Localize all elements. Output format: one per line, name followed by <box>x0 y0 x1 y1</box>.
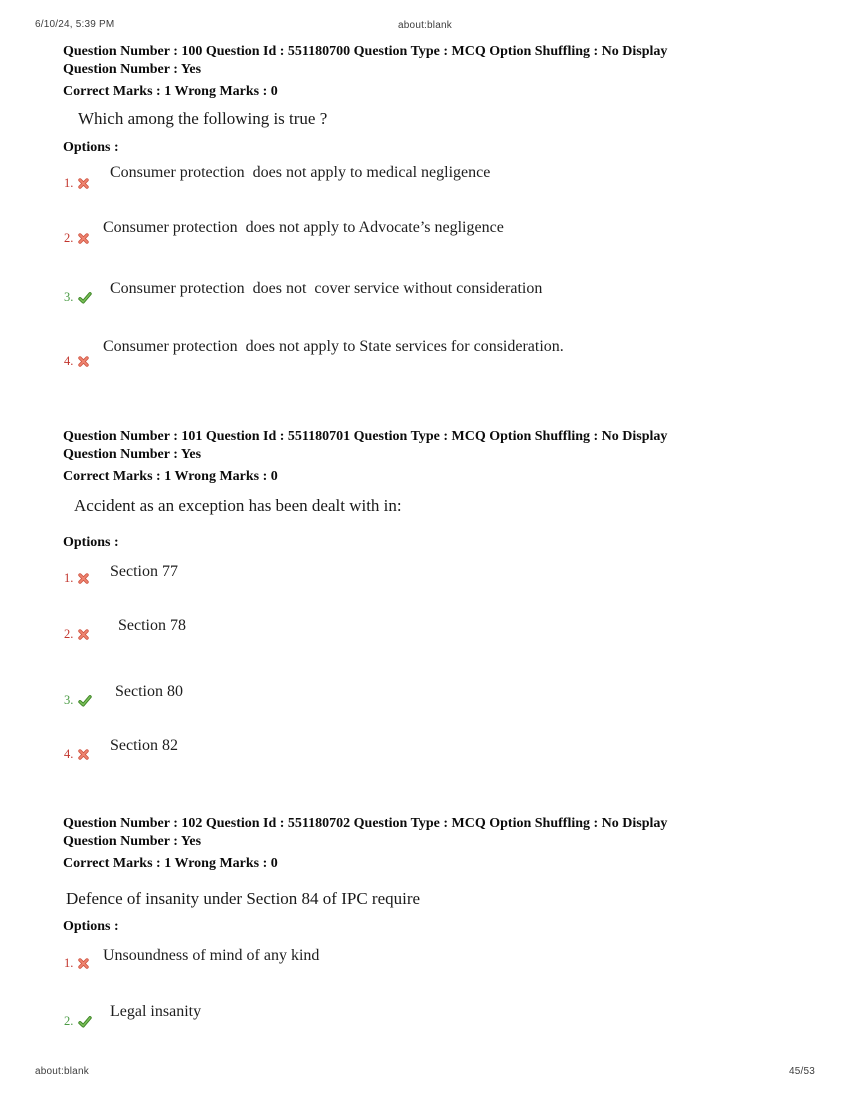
question-text: Which among the following is true ? <box>78 109 328 128</box>
option-marker <box>64 747 89 762</box>
option-number: 2. <box>64 627 74 641</box>
cross-icon <box>78 573 89 584</box>
question-meta-line1: Question Number : 101 Question Id : 551180701 Question Type : MCQ Option Shuffling : No Display <box>63 429 668 444</box>
check-icon <box>78 1016 92 1028</box>
question-meta-line1: Question Number : 100 Question Id : 551180700 Question Type : MCQ Option Shuffling : No Display <box>63 44 668 59</box>
option-number: 2. <box>64 231 74 245</box>
option-text: Consumer protection does not apply to State services for consideration. <box>103 338 564 355</box>
option-marker <box>64 693 92 708</box>
option-marker <box>64 176 89 191</box>
cross-icon <box>78 629 89 640</box>
option-marker <box>64 290 92 305</box>
cross-icon <box>78 356 89 367</box>
option-text: Section 77 <box>110 563 178 580</box>
question-meta-line2: Question Number : Yes <box>63 447 202 462</box>
option-marker <box>64 956 89 971</box>
cross-icon <box>78 178 89 189</box>
option-text: Section 82 <box>110 737 178 754</box>
option-number: 1. <box>64 176 74 190</box>
cross-icon <box>78 233 89 244</box>
option-text: Consumer protection does not apply to Advocate’s negligence <box>103 219 504 236</box>
question-meta-line1: Question Number : 102 Question Id : 551180702 Question Type : MCQ Option Shuffling : No Display <box>63 816 668 831</box>
options-label: Options : <box>63 535 119 550</box>
option-number: 2. <box>64 1014 74 1028</box>
option-number: 3. <box>64 693 74 707</box>
header-datetime: 6/10/24, 5:39 PM <box>35 19 115 30</box>
option-text: Consumer protection does not apply to medical negligence <box>110 164 491 181</box>
question-meta-line2: Question Number : Yes <box>63 834 202 849</box>
option-text: Section 80 <box>115 683 183 700</box>
option-text: Consumer protection does not cover service without consideration <box>110 280 543 297</box>
question-meta-line2: Question Number : Yes <box>63 62 202 77</box>
option-text: Legal insanity <box>110 1003 202 1020</box>
question-text: Defence of insanity under Section 84 of IPC require <box>66 889 421 908</box>
footer-page-number: 45/53 <box>788 1066 815 1077</box>
question-marks: Correct Marks : 1 Wrong Marks : 0 <box>63 469 278 484</box>
footer-source: about:blank <box>35 1066 89 1077</box>
header-title: about:blank <box>398 20 452 31</box>
check-icon <box>78 292 92 304</box>
options-label: Options : <box>63 140 119 155</box>
option-number: 1. <box>64 956 74 970</box>
option-number: 4. <box>64 354 74 368</box>
question-marks: Correct Marks : 1 Wrong Marks : 0 <box>63 856 278 871</box>
option-marker <box>64 354 89 369</box>
option-text: Unsoundness of mind of any kind <box>103 947 320 964</box>
option-marker <box>64 627 89 642</box>
option-number: 4. <box>64 747 74 761</box>
option-number: 1. <box>64 571 74 585</box>
cross-icon <box>78 749 89 760</box>
option-marker <box>64 571 89 586</box>
options-label: Options : <box>63 919 119 934</box>
question-text: Accident as an exception has been dealt with in: <box>74 496 402 515</box>
option-marker <box>64 1014 92 1029</box>
option-number: 3. <box>64 290 74 304</box>
option-text: Section 78 <box>118 617 186 634</box>
option-marker <box>64 231 89 246</box>
check-icon <box>78 695 92 707</box>
question-marks: Correct Marks : 1 Wrong Marks : 0 <box>63 84 278 99</box>
cross-icon <box>78 958 89 969</box>
